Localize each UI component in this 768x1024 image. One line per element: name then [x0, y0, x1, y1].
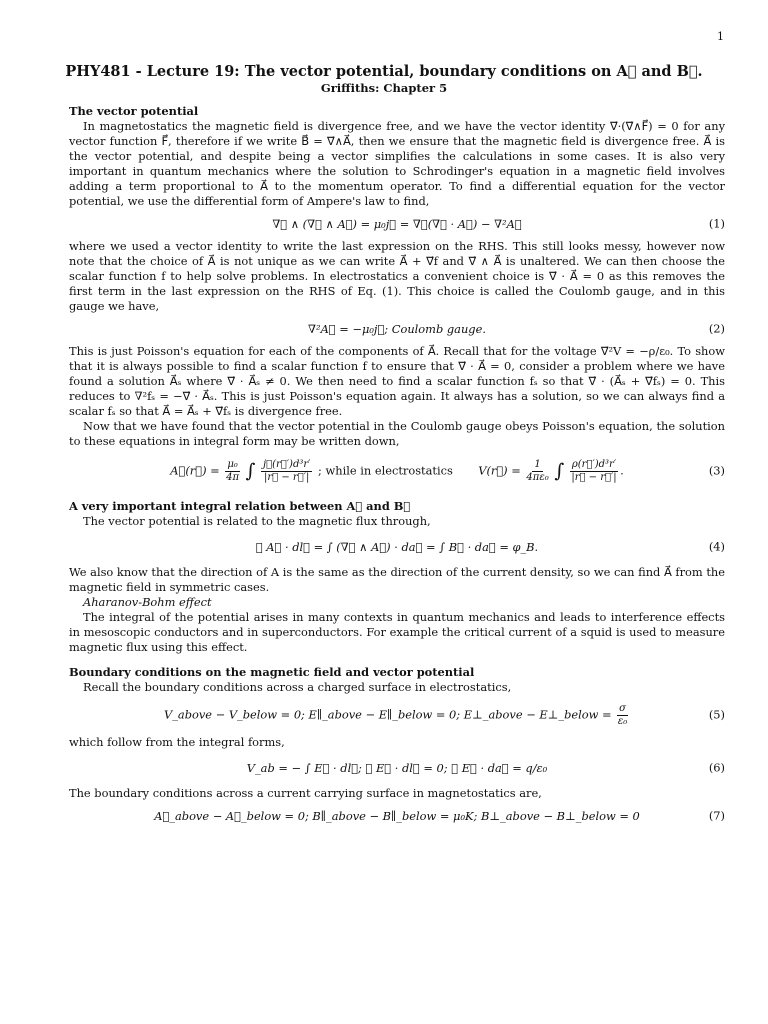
- equation-7-body: A⃗_above − A⃗_below = 0; B∥_above − B∥_below = μ₀K; B⊥_above − B⊥_below = 0: [154, 808, 640, 823]
- equation-2-number: (2): [708, 321, 725, 336]
- equation-5-number: (5): [708, 707, 725, 722]
- paragraph: In magnetostatics the magnetic field is divergence free, and we have the vector identity ∇⃗·(∇⃗∧F⃗) = 0 for any vector function F⃗, therefore if we write B⃗ = ∇⃗∧A⃗, then we ensure that the magnetic field is divergence free. A⃗ is the vector potential, and despite being a vector simplifies the calculations in some cases. It is also very important in quantum mechanics where the solution to Schrodinger's equation in a magnetic field involves adding a term proportional to A⃗ to the momentum operator. To find a differential equation for the vector potential, we use the differential form of Ampere's law to find,: [69, 119, 725, 208]
- equation-4: [69, 529, 725, 565]
- equation-3: [69, 449, 725, 493]
- eq3-lhs: A⃗(r⃗) =: [170, 463, 220, 477]
- subheading-aharanov-bohm: Aharanov-Bohm effect: [83, 595, 212, 609]
- equation-2: [69, 314, 725, 344]
- equation-5: [69, 695, 725, 735]
- equation-2-body: ∇²A⃗ = −μ₀j⃗; Coulomb gauge.: [308, 321, 486, 336]
- paragraph: where we used a vector identity to write the last expression on the RHS. This still looks messy, however now note that the choice of A⃗ is not unique as we can write A⃗ + ∇⃗f and ∇⃗ ∧ A⃗ is unaltered. We can then choose the scalar function f to help solve problems. In electrostatics a convenient choice is ∇⃗ · A⃗ = 0 as this removes the first term in the last expression on the RHS of Eq. (1). This choice is called the Coulomb gauge, and in this gauge we have,: [69, 239, 725, 313]
- paragraph: Now that we have found that the vector potential in the Coulomb gauge obeys Poisson's equation, the solution to these equations in integral form may be written down,: [69, 419, 725, 448]
- eq3-v: V(r⃗) =: [478, 463, 521, 477]
- paragraph: The boundary conditions across a current carrying surface in magnetostatics are,: [69, 786, 542, 800]
- equation-4-number: (4): [708, 539, 725, 554]
- section-heading-boundary-conditions: Boundary conditions on the magnetic field and vector potential: [69, 665, 475, 679]
- eq5-fraction: $\frac{\sigma}{\text{ε₀}}$: [617, 702, 628, 727]
- eq3-prefactor-2: $\frac{1}{\text{4πε₀}}$: [526, 458, 549, 483]
- paragraph: This is just Poisson's equation for each of the components of A⃗. Recall that for the voltage ∇⃗²V = −ρ/ε₀. To show that it is always possible to find a scalar function f to ensure that ∇⃗ · A⃗ = 0, consider a problem where we have found a solution A⃗ₛ where ∇⃗ · A⃗ₛ ≠ 0. We then need to find a scalar function fₛ so that ∇⃗ · (A⃗ₛ + ∇⃗fₛ) = 0. This reduces to ∇²fₛ = −∇⃗ · A⃗ₛ. This is just Poisson's equation again. It always has a solution, so we can always find a scalar fₛ so that A⃗ = A⃗ₛ + ∇⃗fₛ is divergence free.: [69, 344, 725, 418]
- eq3-integrand: $\frac{\text{j⃗(r⃗′)d³r′}}{|r⃗ - r⃗'|}$: [262, 458, 311, 483]
- paragraph: The vector potential is related to the magnetic flux through,: [83, 514, 431, 528]
- equation-5-body: V_above − V_below = 0; E∥_above − E∥_below = 0; E⊥_above − E⊥_below = $\frac{\sigma}{\text{ε₀}}$: [164, 702, 628, 727]
- eq3-prefactor: $\frac{\text{μ₀}}{4\pi}$: [226, 458, 240, 483]
- paragraph: which follow from the integral forms,: [69, 735, 285, 749]
- equation-6-body: V_ab = − ∫ E⃗ · dl⃗; ∮ E⃗ · dl⃗ = 0; ∮ E⃗ · da⃗ = q/ε₀: [246, 760, 548, 775]
- equation-3-number: (3): [708, 463, 725, 478]
- paragraph: Recall the boundary conditions across a charged surface in electrostatics,: [83, 680, 512, 694]
- paragraph: The integral of the potential arises in many contexts in quantum mechanics and leads to interference effects in mesoscopic conductors and in superconductors. For example the critical current of a squid is used to measure magnetic flux using this effect.: [69, 610, 725, 654]
- equation-7: [69, 801, 725, 831]
- equation-4-body: ∮ A⃗ · dl⃗ = ∫ (∇⃗ ∧ A⃗) · da⃗ = ∫ B⃗ · da⃗ = φ_B.: [255, 539, 539, 554]
- equation-1-body: ∇⃗ ∧ (∇⃗ ∧ A⃗) = μ₀j⃗ = ∇⃗(∇⃗ · A⃗) − ∇²A⃗: [272, 216, 522, 231]
- section-heading-vector-potential: The vector potential: [69, 104, 199, 118]
- equation-6: [69, 750, 725, 786]
- eq3-connector: ; while in electrostatics: [318, 463, 453, 477]
- equation-6-number: (6): [708, 760, 725, 775]
- document-title: PHY481 - Lecture 19: The vector potential, boundary conditions on A⃗ and B⃗.: [65, 63, 703, 80]
- document-body: [69, 104, 725, 831]
- equation-1: [69, 209, 725, 239]
- paragraph: We also know that the direction of A is the same as the direction of the current density, so we can find A⃗ from the magnetic field in symmetric cases.: [69, 565, 725, 594]
- integral-sign: ∫: [245, 459, 256, 482]
- document-subtitle: Griffiths: Chapter 5: [320, 81, 448, 95]
- equation-3-body: A⃗(r⃗) = $\frac{\text{μ₀}}{4\pi}$ ∫ $\frac{\text{j⃗(r⃗′)d³r′}}{|r⃗ - r⃗'|}$ ; while in electrostatics V(r⃗) = $\frac{1}{\text{4πε₀}}$ ∫ $\frac{\text{ρ(r⃗′)d³r′}}{|r⃗ - r⃗'|}$ .: [170, 458, 624, 483]
- integral-sign: ∫: [554, 459, 565, 482]
- page-number: 1: [717, 30, 724, 43]
- eq3-integrand-2: $\frac{\text{ρ(r⃗′)d³r′}}{|r⃗ - r⃗'|}$: [571, 458, 617, 483]
- equation-1-number: (1): [708, 216, 725, 231]
- equation-7-number: (7): [708, 808, 725, 823]
- section-heading-integral-relation: A very important integral relation between A⃗ and B⃗: [69, 499, 411, 513]
